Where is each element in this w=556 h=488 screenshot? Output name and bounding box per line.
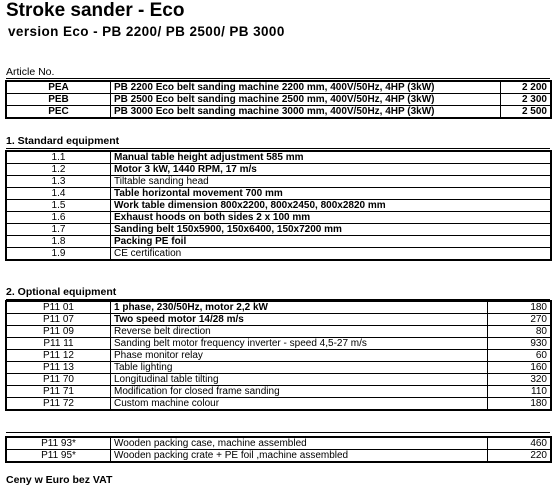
item-code: 1.3 xyxy=(7,176,111,188)
item-description: Wooden packing crate + PE foil ,machine assembled xyxy=(111,450,488,462)
item-description: Modification for closed frame sanding xyxy=(111,386,488,398)
item-price: 220 xyxy=(488,450,551,462)
standard-table xyxy=(6,151,551,260)
standard-row xyxy=(7,152,551,164)
divider xyxy=(6,299,550,300)
page-title: Stroke sander - Eco xyxy=(6,0,185,21)
standard-row xyxy=(7,224,551,236)
item-description: Exhaust hoods on both sides 2 x 100 mm xyxy=(111,212,551,224)
optional-heading: 2. Optional equipment xyxy=(6,286,117,298)
divider xyxy=(6,148,550,149)
item-code: 1.2 xyxy=(7,164,111,176)
page-subtitle: version Eco - PB 2200/ PB 2500/ PB 3000 xyxy=(8,24,285,39)
item-code: P11 93* xyxy=(7,438,111,450)
packing-table xyxy=(6,437,551,462)
item-price: 2 300 xyxy=(501,94,551,106)
item-description: Tiltable sanding head xyxy=(111,176,551,188)
optional-row xyxy=(7,302,551,314)
item-description: Custom machine colour xyxy=(111,398,488,410)
optional-row xyxy=(7,398,551,410)
item-description: CE certification xyxy=(111,248,551,260)
item-price: 180 xyxy=(488,302,551,314)
item-code: 1.9 xyxy=(7,248,111,260)
optional-row xyxy=(7,374,551,386)
item-description: Table horizontal movement 700 mm xyxy=(111,188,551,200)
article-row xyxy=(7,106,551,118)
item-price: 80 xyxy=(488,326,551,338)
item-price: 930 xyxy=(488,338,551,350)
item-description: Sanding belt motor frequency inverter - speed 4,5-27 m/s xyxy=(111,338,488,350)
item-price: 160 xyxy=(488,362,551,374)
standard-row xyxy=(7,176,551,188)
standard-row xyxy=(7,188,551,200)
item-code: 1.1 xyxy=(7,152,111,164)
standard-row xyxy=(7,200,551,212)
item-code: P11 09 xyxy=(7,326,111,338)
item-description: Longitudinal table tilting xyxy=(111,374,488,386)
packing-row xyxy=(7,450,551,462)
item-price: 60 xyxy=(488,350,551,362)
standard-heading: 1. Standard equipment xyxy=(6,135,120,147)
item-code: 1.8 xyxy=(7,236,111,248)
item-code: P11 71 xyxy=(7,386,111,398)
item-description: PB 2500 Eco belt sanding machine 2500 mm, 400V/50Hz, 4HP (3kW) xyxy=(111,94,501,106)
standard-row xyxy=(7,164,551,176)
item-code: P11 11 xyxy=(7,338,111,350)
item-description: PB 3000 Eco belt sanding machine 3000 mm, 400V/50Hz, 4HP (3kW) xyxy=(111,106,501,118)
item-description: Motor 3 kW, 1440 RPM, 17 m/s xyxy=(111,164,551,176)
item-code: 1.4 xyxy=(7,188,111,200)
item-description: Sanding belt 150x5900, 150x6400, 150x7200 mm xyxy=(111,224,551,236)
item-description: Work table dimension 800x2200, 800x2450, 800x2820 mm xyxy=(111,200,551,212)
article-label: Article No. xyxy=(6,66,55,78)
item-description: Phase monitor relay xyxy=(111,350,488,362)
item-code: P11 72 xyxy=(7,398,111,410)
optional-table xyxy=(6,301,551,410)
divider xyxy=(6,78,550,79)
item-code: 1.6 xyxy=(7,212,111,224)
item-code: P11 12 xyxy=(7,350,111,362)
optional-row xyxy=(7,386,551,398)
optional-row xyxy=(7,350,551,362)
optional-row xyxy=(7,326,551,338)
item-code: PEB xyxy=(7,94,111,106)
standard-row xyxy=(7,248,551,260)
item-code: 1.7 xyxy=(7,224,111,236)
standard-row xyxy=(7,236,551,248)
item-price: 320 xyxy=(488,374,551,386)
divider xyxy=(6,432,550,433)
packing-row xyxy=(7,438,551,450)
item-code: PEA xyxy=(7,82,111,94)
item-description: Reverse belt direction xyxy=(111,326,488,338)
item-description: Packing PE foil xyxy=(111,236,551,248)
item-code: PEC xyxy=(7,106,111,118)
article-row xyxy=(7,82,551,94)
item-description: 1 phase, 230/50Hz, motor 2,2 kW xyxy=(111,302,488,314)
item-price: 460 xyxy=(488,438,551,450)
item-code: P11 07 xyxy=(7,314,111,326)
item-price: 2 200 xyxy=(501,82,551,94)
articles-table xyxy=(6,81,551,118)
optional-row xyxy=(7,362,551,374)
item-description: Wooden packing case, machine assembled xyxy=(111,438,488,450)
item-price: 180 xyxy=(488,398,551,410)
item-description: Manual table height adjustment 585 mm xyxy=(111,152,551,164)
item-description: PB 2200 Eco belt sanding machine 2200 mm, 400V/50Hz, 4HP (3kW) xyxy=(111,82,501,94)
item-code: 1.5 xyxy=(7,200,111,212)
item-price: 270 xyxy=(488,314,551,326)
optional-row xyxy=(7,338,551,350)
item-code: P11 95* xyxy=(7,450,111,462)
optional-row xyxy=(7,314,551,326)
item-code: P11 13 xyxy=(7,362,111,374)
item-description: Table lighting xyxy=(111,362,488,374)
article-row xyxy=(7,94,551,106)
item-price: 2 500 xyxy=(501,106,551,118)
item-description: Two speed motor 14/28 m/s xyxy=(111,314,488,326)
item-price: 110 xyxy=(488,386,551,398)
standard-row xyxy=(7,212,551,224)
item-code: P11 01 xyxy=(7,302,111,314)
item-code: P11 70 xyxy=(7,374,111,386)
footer-note: Ceny w Euro bez VAT xyxy=(6,474,113,486)
